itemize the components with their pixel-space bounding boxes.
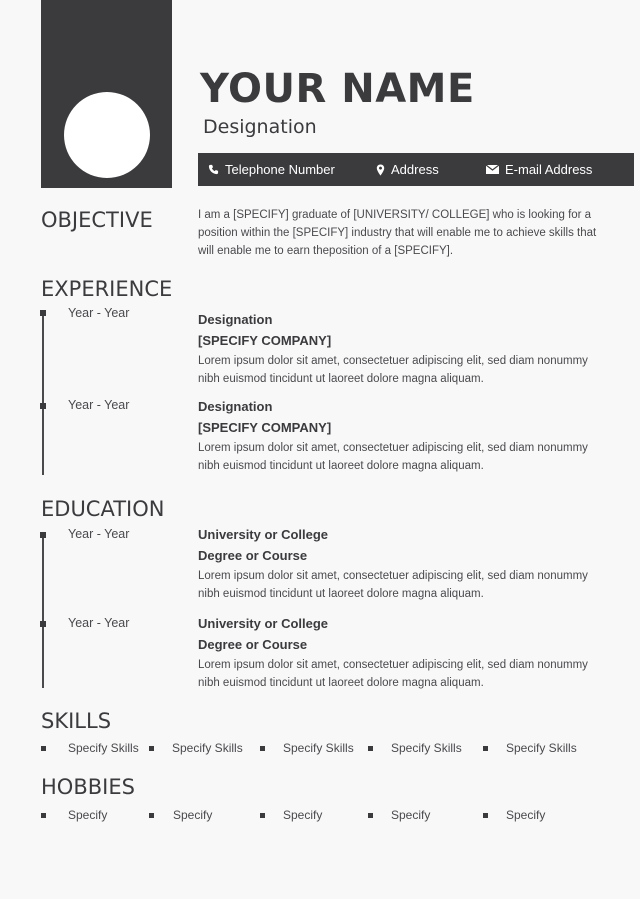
skill-item: Specify Skills: [68, 741, 139, 755]
envelope-icon: [486, 165, 499, 174]
education-description: Lorem ipsum dolor sit amet, consectetuer adipiscing elit, sed diam nonummy nibh euismod tincidunt ut laoreet dolore magna aliquam.: [198, 570, 588, 600]
experience-timeline-marker: [40, 403, 46, 409]
skill-item: Specify Skills: [172, 741, 243, 755]
bullet-icon: [483, 813, 488, 818]
bullet-icon: [483, 746, 488, 751]
experience-timeline: [42, 310, 44, 475]
map-pin-icon: [376, 164, 385, 176]
education-heading: EDUCATION: [41, 497, 165, 521]
experience-years: Year - Year: [68, 398, 130, 412]
education-years: Year - Year: [68, 616, 130, 630]
hobbies-list: [0, 806, 640, 824]
education-timeline: [42, 532, 44, 688]
profile-photo-placeholder: [64, 92, 150, 178]
bullet-icon: [149, 746, 154, 751]
experience-entry: [198, 396, 608, 475]
objective-heading: OBJECTIVE: [41, 208, 153, 232]
experience-description: Lorem ipsum dolor sit amet, consectetuer adipiscing elit, sed diam nonummy nibh euismod tincidunt ut laoreet dolore magna aliquam.: [198, 355, 588, 385]
objective-text: I am a [SPECIFY] graduate of [UNIVERSITY/ COLLEGE] who is looking for a position within the [SPECIFY] industry that will enable me to achieve skills that will enable me to earn theposition of a [SPECIFY].: [198, 209, 597, 257]
education-institution: University or College: [198, 527, 329, 542]
experience-years: Year - Year: [68, 306, 130, 320]
experience-entry: [198, 309, 608, 388]
contact-address-label: Address: [391, 162, 439, 177]
skill-item: Specify Skills: [391, 741, 462, 755]
contact-email: [486, 153, 592, 186]
education-degree: Degree or Course: [198, 637, 308, 652]
experience-designation: Designation: [198, 399, 273, 414]
photo-block: [41, 0, 172, 188]
hobbies-heading: HOBBIES: [41, 775, 135, 799]
bullet-icon: [41, 813, 46, 818]
bullet-icon: [41, 746, 46, 751]
skill-item: Specify Skills: [506, 741, 577, 755]
bullet-icon: [368, 746, 373, 751]
bullet-icon: [149, 813, 154, 818]
contact-address: [376, 153, 439, 186]
hobby-item: Specify: [391, 808, 431, 822]
education-years: Year - Year: [68, 527, 130, 541]
skills-list: [0, 739, 640, 757]
experience-timeline-marker: [40, 310, 46, 316]
bullet-icon: [260, 813, 265, 818]
contact-telephone: [208, 153, 335, 186]
education-timeline-marker: [40, 621, 46, 627]
hobby-item: Specify: [283, 808, 323, 822]
experience-description: Lorem ipsum dolor sit amet, consectetuer adipiscing elit, sed diam nonummy nibh euismod tincidunt ut laoreet dolore magna aliquam.: [198, 442, 588, 472]
bullet-icon: [368, 813, 373, 818]
hobby-item: Specify: [173, 808, 213, 822]
resume-designation: Designation: [203, 116, 317, 138]
education-degree: Degree or Course: [198, 548, 308, 563]
resume-name: YOUR NAME: [200, 66, 475, 112]
hobby-item: Specify: [506, 808, 546, 822]
contact-bar: [198, 153, 634, 186]
education-timeline-marker: [40, 532, 46, 538]
bullet-icon: [260, 746, 265, 751]
education-description: Lorem ipsum dolor sit amet, consectetuer adipiscing elit, sed diam nonummy nibh euismod tincidunt ut laoreet dolore magna aliquam.: [198, 659, 588, 689]
experience-company: [SPECIFY COMPANY]: [198, 420, 332, 435]
contact-telephone-label: Telephone Number: [225, 162, 335, 177]
contact-email-label: E-mail Address: [505, 162, 593, 177]
phone-icon: [208, 164, 219, 175]
education-institution: University or College: [198, 616, 329, 631]
skill-item: Specify Skills: [283, 741, 354, 755]
education-entry: [198, 613, 608, 692]
experience-company: [SPECIFY COMPANY]: [198, 333, 332, 348]
education-entry: [198, 524, 608, 603]
experience-heading: EXPERIENCE: [41, 277, 173, 301]
experience-designation: Designation: [198, 312, 273, 327]
hobby-item: Specify: [68, 808, 108, 822]
skills-heading: SKILLS: [41, 709, 112, 733]
